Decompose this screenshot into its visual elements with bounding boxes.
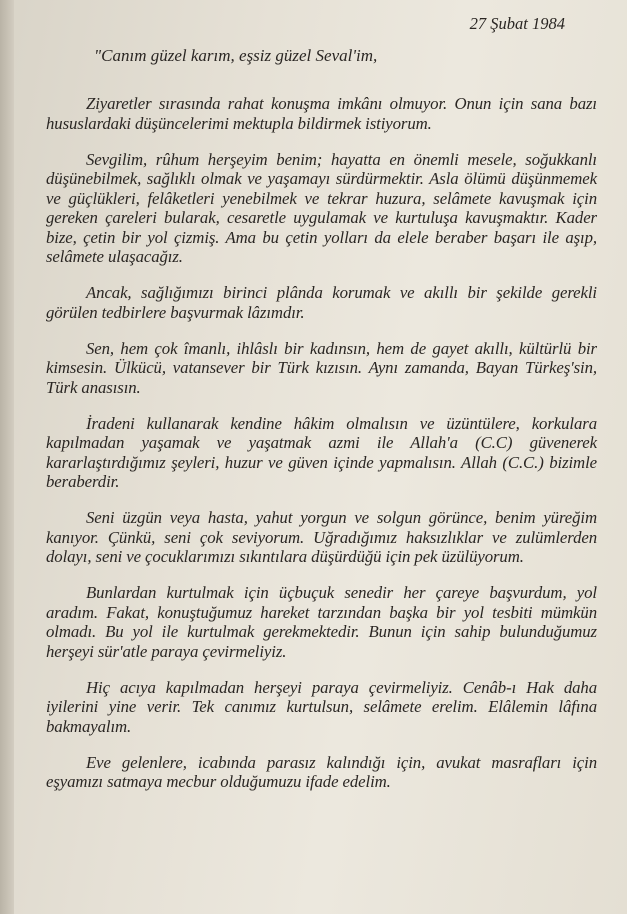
paragraph-2: Sevgilim, rûhum herşeyim benim; hayatta en önemli mesele, soğukkanlı düşünebilmek, sağlıklı olmak ve yaşamayı sürdürmektir. Asla ölümü düşünmemek ve güçlükleri, felâketleri yenebilmek ve tekrar huzura, selâmete kavuşmak için gereken çareleri bularak, cesaretle uygulamak ve kurtuluşa kavuşmaktır. Kader bize, çetin bir yol çizmiş. Ama bu çetin yolları da elele beraber başarı ile aşıp, selâmete ulaşacağız.: [46, 149, 597, 266]
paragraph-7: Bunlardan kurtulmak için üçbuçuk senedir her çareye başvurdum, yol aradım. Fakat, konuştuğumuz hareket tarzından başka bir yol tesbiti mümkün olmadı. Bu yol ile kurtulmak gerekmektedir. Bunun için sahip bulunduğumuz herşeyi sür'atle paraya çevirmeliyiz.: [46, 583, 597, 661]
letter-date: 27 Şubat 1984: [469, 14, 565, 33]
letter-body: [24, 46, 603, 792]
paragraph-9: Eve gelenlere, icabında parasız kalındığı için, avukat masrafları için eşyamızı satmaya mecbur olduğumuzu ifade edelim.: [46, 752, 597, 791]
paragraph-5: İradeni kullanarak kendine hâkim olmalısın ve üzüntülere, korkulara kapılmadan yaşamak ve yaşatmak azmi ile Allah'a (C.C) güvenerek kararlaştırdığımız şeyleri, huzur ve güven içinde yapmalısın. Allah (C.C.) bizimle beraberdir.: [46, 413, 597, 491]
paragraph-4: Sen, hem çok îmanlı, ihlâslı bir kadınsın, hem de gayet akıllı, kültürlü bir kimsesin. Ülkücü, vatansever bir Türk kızısın. Aynı zamanda, Bayan Türkeş'sin, Türk anasısın.: [46, 338, 597, 397]
paragraph-3: Ancak, sağlığımızı birinci plânda korumak ve akıllı bir şekilde gerekli görülen tedbirlere başvurmak lâzımdır.: [46, 283, 597, 322]
paragraph-8: Hiç acıya kapılmadan herşeyi paraya çevirmeliyiz. Cenâb-ı Hak daha iyilerini yine verir. Tek canımız kurtulsun, selâmete erelim. Elâlemin lâfına bakmayalım.: [46, 677, 597, 736]
paragraph-1: Ziyaretler sırasında rahat konuşma imkânı olmuyor. Onun için sana bazı hususlardaki düşüncelerimi mektupla bildirmek istiyorum.: [46, 94, 597, 133]
letter-salutation: "Canım güzel karım, eşsiz güzel Seval'im,: [94, 46, 378, 65]
paragraph-6: Seni üzgün veya hasta, yahut yorgun ve solgun görünce, benim yüreğim kanıyor. Çünkü, seni çok seviyorum. Uğradığımız haksızlıklar ve zulümlerden dolayı, seni ve çocuklarımızı sıkıntılara düşürdüğü için pek üzülüyorum.: [46, 508, 597, 566]
